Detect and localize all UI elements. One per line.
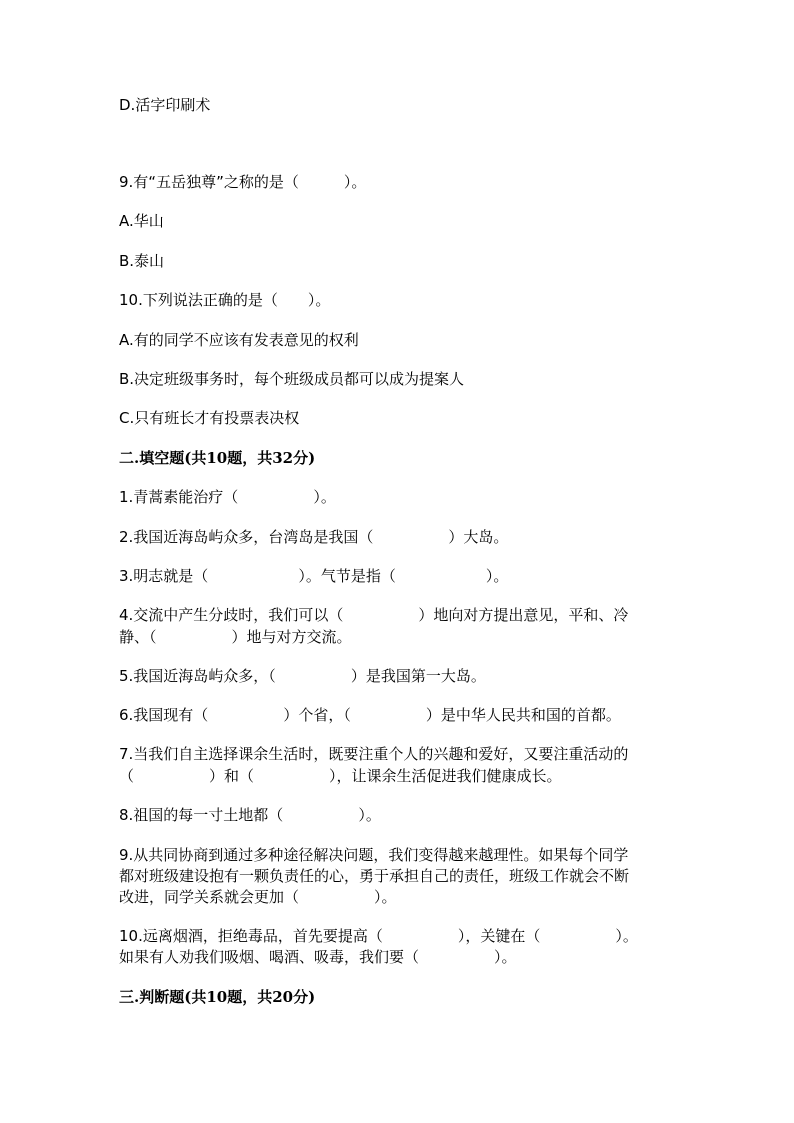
fill-question-9-line3: 改进，同学关系就会更加（ ）。 — [119, 888, 397, 906]
fill-question-8: 8.祖国的每一寸土地都（ ）。 — [119, 806, 381, 824]
section-fill-blank-heading: 二.填空题(共10题，共32分) — [119, 449, 316, 467]
fill-question-2: 2.我国近海岛屿众多，台湾岛是我国（ ）大岛。 — [119, 528, 509, 546]
option-b: B.决定班级事务时，每个班级成员都可以成为提案人 — [119, 370, 465, 388]
fill-question-9-line1: 9.从共同协商到通过多种途径解决问题，我们变得越来越理性。如果每个同学 — [119, 846, 629, 864]
fill-question-1: 1.青蒿素能治疗（ ）。 — [119, 488, 336, 506]
fill-question-10-line2: 如果有人劝我们吸烟、喝酒、吸毒，我们要（ ）。 — [119, 948, 517, 966]
fill-question-9-line2: 都对班级建设抱有一颗负责任的心，勇于承担自己的责任，班级工作就会不断 — [119, 867, 630, 885]
option-b: B.泰山 — [119, 252, 165, 270]
fill-question-3: 3.明志就是（ ）。气节是指（ ）。 — [119, 567, 509, 585]
fill-question-4-line2: 静、（ ）地与对方交流。 — [119, 628, 352, 646]
fill-question-10-line1: 10.远离烟酒，拒绝毒品，首先要提高（ ），关键在（ ）。 — [119, 927, 638, 945]
question-9: 9.有“五岳独尊”之称的是（ ）。 — [119, 173, 367, 191]
option-c: C.只有班长才有投票表决权 — [119, 409, 300, 427]
fill-question-6: 6.我国现有（ ）个省，（ ）是中华人民共和国的首都。 — [119, 706, 621, 724]
question-10: 10.下列说法正确的是（ ）。 — [119, 291, 331, 309]
fill-question-7-line2: （ ）和（ ），让课余生活促进我们健康成长。 — [119, 767, 562, 785]
option-a: A.华山 — [119, 212, 164, 230]
section-true-false-heading: 三.判断题(共10题，共20分) — [119, 988, 316, 1006]
option-a: A.有的同学不应该有发表意见的权利 — [119, 331, 359, 349]
line-d-option: D.活字印刷术 — [119, 96, 211, 114]
fill-question-7-line1: 7.当我们自主选择课余生活时，既要注重个人的兴趣和爱好，又要注重活动的 — [119, 745, 629, 763]
fill-question-4-line1: 4.交流中产生分歧时，我们可以（ ）地向对方提出意见，平和、冷 — [119, 606, 629, 624]
fill-question-5: 5.我国近海岛屿众多，（ ）是我国第一大岛。 — [119, 667, 486, 685]
